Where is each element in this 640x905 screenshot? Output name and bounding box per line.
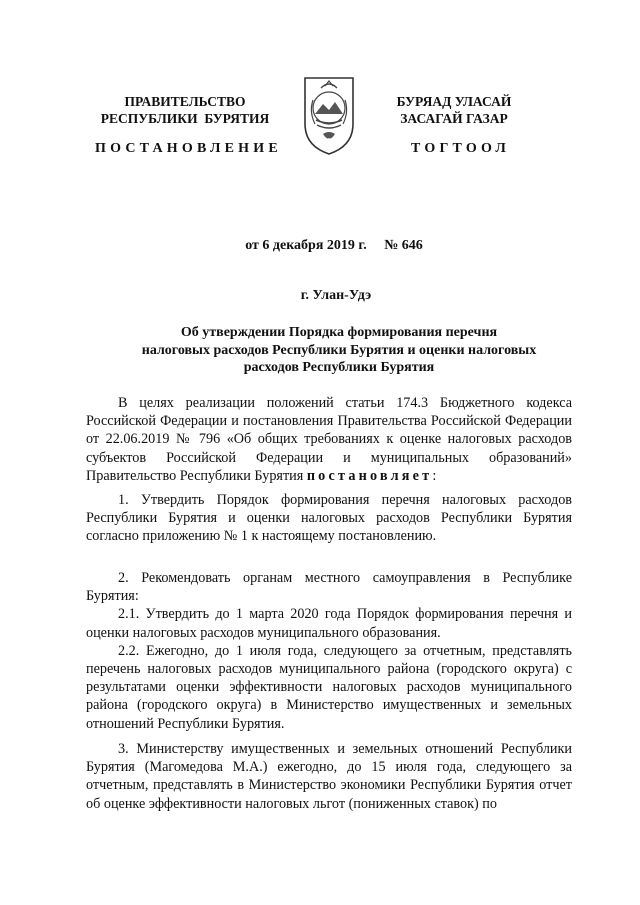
issuer-block-russian [95, 93, 275, 127]
issuer-line-2-buryat: ЗАСАГАЙ ГАЗАР [400, 111, 508, 126]
doc-type-buryat: ТОГТООЛ [411, 141, 511, 156]
clause-2-text: 2. Рекомендовать органам местного самоуправления в Республике Бурятия: [86, 570, 572, 605]
preamble-text: В целях реализации положений статьи 174.3 Бюджетного кодекса Российской Федерации и постановления Правительства Российской Федерации от 22.06.2019 № 796 «Об общих требованиях к оценке налоговых расходов субъектов Российской Федерации и муниципальных образований» Правительство Республики Бурятия [86, 395, 572, 484]
clause-2-1-text: 2.1. Утвердить до 1 марта 2020 года Порядок формирования перечня и оценки налоговых расходов муниципального образования. [86, 606, 572, 641]
clause-1 [86, 491, 572, 546]
doc-type-russian: ПОСТАНОВЛЕНИЕ [95, 141, 282, 156]
coat-of-arms-emblem [301, 72, 357, 156]
clause-3-text: 3. Министерству имущественных и земельных отношений Республики Бурятия (Магомедова М.А.) ежегодно, до 15 июля года, следующего за отчетным, представлять в Министерство экономики Республики Бурятия отчет об оценке эффективности налоговых льгот (пониженных ставок) по [86, 741, 572, 812]
decree-word: постановляет [306, 467, 433, 484]
clause-2-2-text: 2.2. Ежегодно, до 1 июля года, следующего за отчетным, представлять перечень налоговых расходов муниципального района (городского округа) с результатами оценки эффективности налоговых расходов муниципального района (городского округа) в Министерство имущественных и земельных отношений Республики Бурятия. [86, 642, 572, 732]
clause-2 [86, 569, 572, 733]
title-line-2: налоговых расходов Республики Бурятия и оценки налоговых [141, 342, 537, 358]
issuer-block-buryat [368, 93, 540, 127]
title-line-3: расходов Республики Бурятия [243, 360, 435, 375]
date-number-line [0, 238, 640, 254]
decree-colon: : [432, 467, 437, 484]
clause-1-text: 1. Утвердить Порядок формирования перечня налоговых расходов Республики Бурятия и оценки налоговых расходов Республики Бурятия согласно приложению № 1 к настоящему постановлению. [86, 492, 572, 545]
title-line-1: Об утверждении Порядка формирования перечня [180, 325, 498, 340]
issuer-line-2: РЕСПУБЛИКИ БУРЯТИЯ [100, 111, 270, 126]
issuer-line-1: ПРАВИТЕЛЬСТВО [124, 94, 246, 109]
clause-3 [86, 740, 572, 813]
document-number: № 646 [384, 238, 423, 253]
document-date: от 6 декабря 2019 г. [245, 238, 367, 253]
preamble-paragraph [86, 394, 572, 485]
document-title [112, 324, 566, 377]
city-line: г. Улан-Удэ [300, 288, 372, 303]
issuer-line-1-buryat: БУРЯАД УЛАСАЙ [396, 94, 512, 109]
